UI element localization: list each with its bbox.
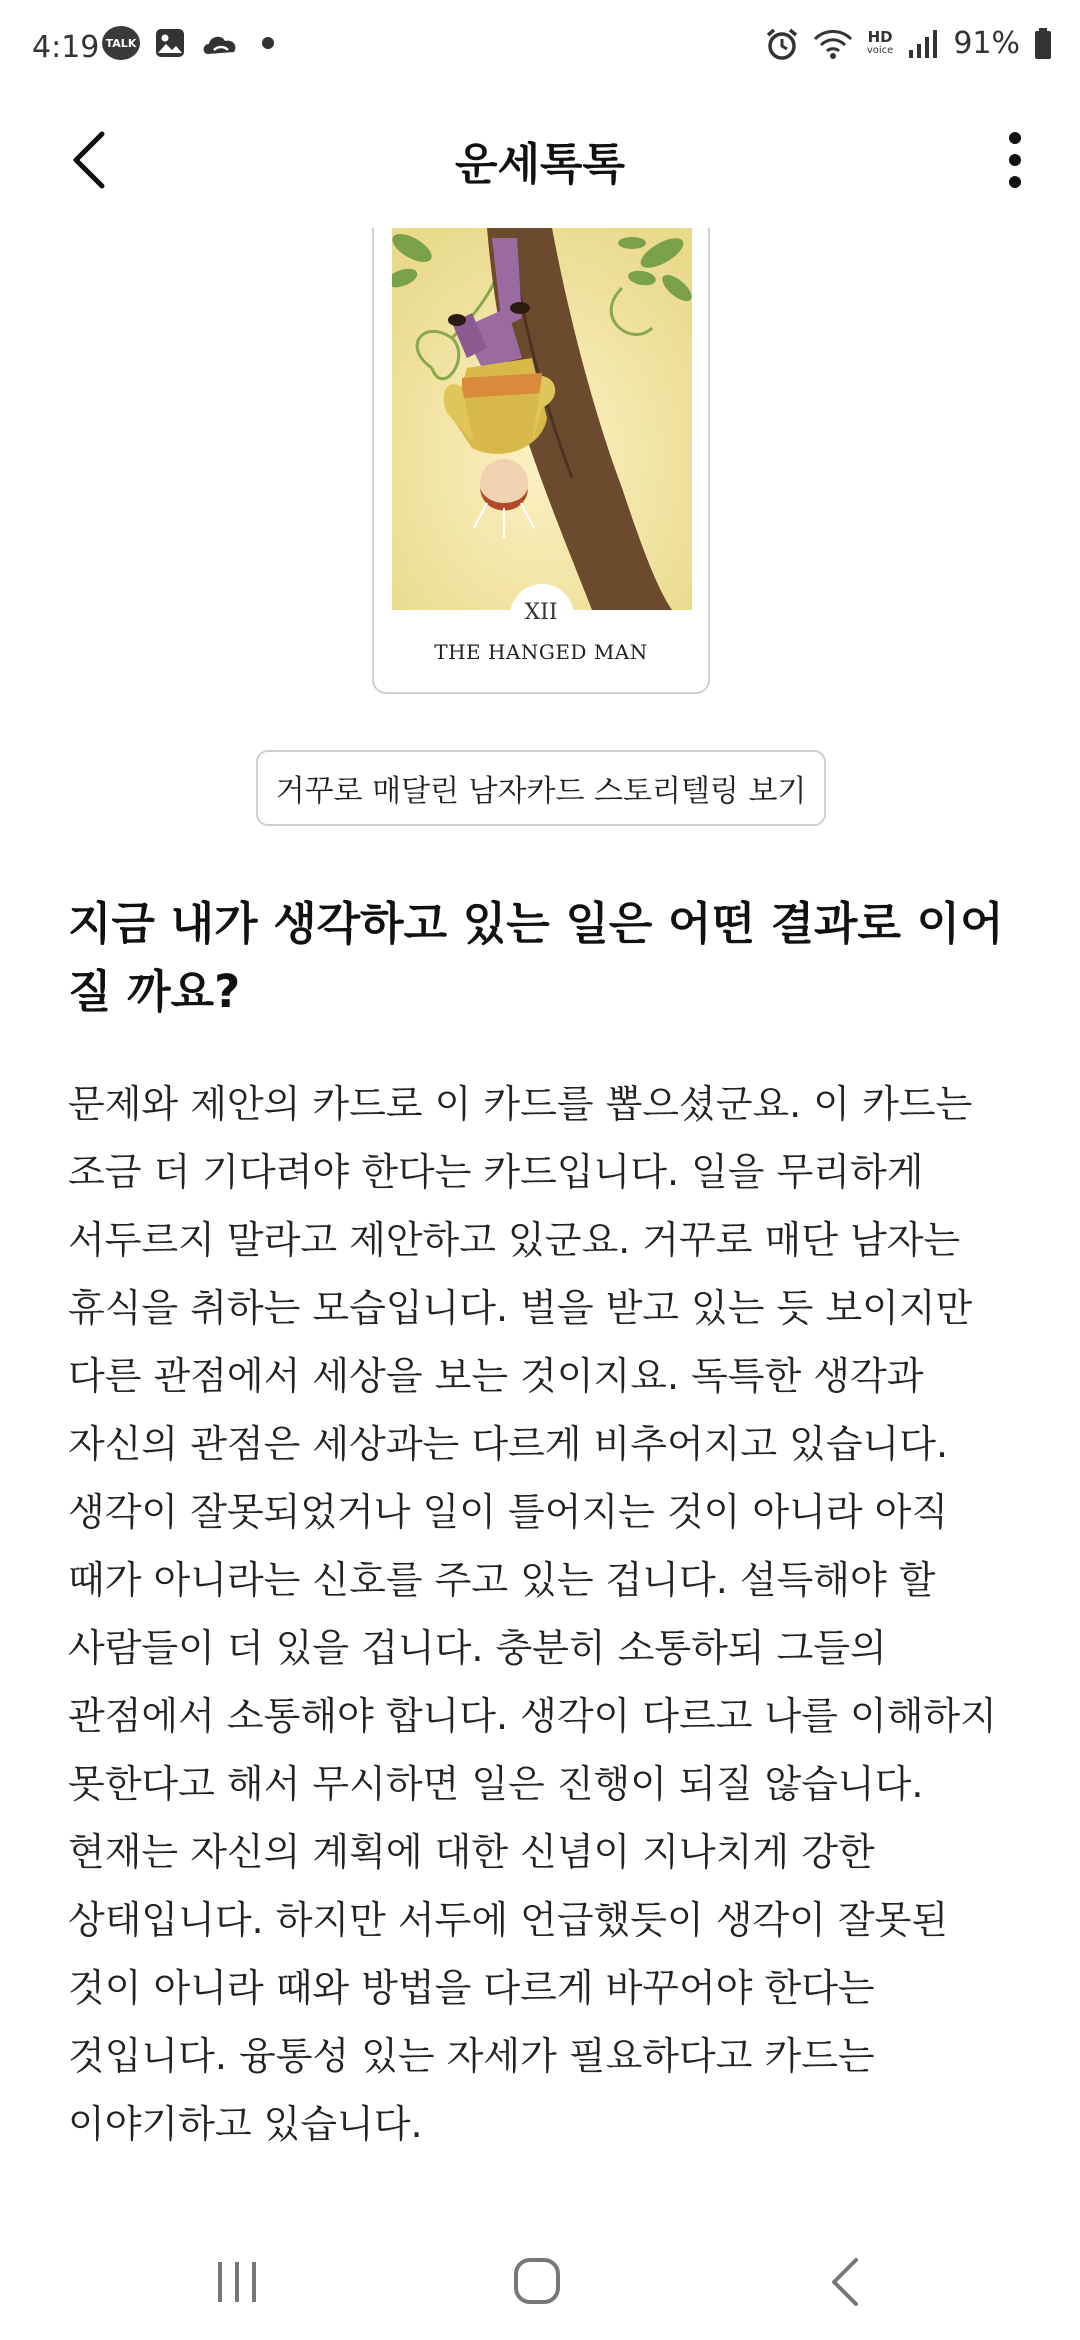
answer-line: 관점에서 소통해야 합니다. 생각이 다르고 나를 이해하지 — [68, 1694, 997, 1738]
answer-line: 다른 관점에서 세상을 보는 것이지요. 독특한 생각과 — [68, 1354, 924, 1398]
answer-line: 문제와 제안의 카드로 이 카드를 뽑으셨군요. 이 카드는 — [68, 1082, 973, 1126]
answer-line: 못한다고 해서 무시하면 일은 진행이 되질 않습니다. — [68, 1762, 924, 1806]
status-time: 4:19 — [32, 30, 100, 65]
hanged-man-illustration — [392, 228, 692, 610]
answer-line: 휴식을 취하는 모습입니다. 벌을 받고 있는 듯 보이지만 — [68, 1286, 973, 1330]
signal-icon — [907, 28, 939, 60]
answer-line: 상태입니다. 하지만 서두에 언급했듯이 생각이 잘못된 — [68, 1898, 949, 1942]
answer-line: 조금 더 기다려야 한다는 카드입니다. 일을 무리하게 — [68, 1150, 924, 1194]
navigation-bar — [0, 2230, 1080, 2340]
story-button[interactable]: 거꾸로 매달린 남자카드 스토리텔링 보기 — [256, 750, 826, 826]
card-name: THE HANGED MAN — [434, 640, 648, 664]
answer-line: 자신의 관점은 세상과는 다르게 비추어지고 있습니다. — [68, 1422, 949, 1466]
status-bar — [0, 0, 1080, 100]
answer-line: 생각이 잘못되었거나 일이 틀어지는 것이 아니라 아직 — [68, 1490, 949, 1534]
cloud-icon — [200, 28, 242, 58]
recents-icon[interactable] — [212, 2260, 262, 2304]
alarm-icon — [765, 27, 799, 61]
home-icon[interactable] — [514, 2258, 560, 2304]
nav-back-icon[interactable] — [826, 2256, 866, 2308]
answer-line: 이야기하고 있습니다. — [68, 2102, 423, 2146]
answer-text — [68, 1070, 1028, 2158]
answer-line: 것이 아니라 때와 방법을 다르게 바꾸어야 한다는 — [68, 1966, 875, 2010]
tarot-card — [372, 228, 710, 694]
app-bar — [0, 100, 1080, 220]
gallery-icon — [154, 27, 186, 59]
system-icons — [765, 26, 1052, 61]
notification-icons — [102, 26, 274, 60]
wifi-icon — [813, 27, 853, 61]
answer-line: 서두르지 말라고 제안하고 있군요. 거꾸로 매단 남자는 — [68, 1218, 961, 1262]
answer-line: 것입니다. 융통성 있는 자세가 필요하다고 카드는 — [68, 2034, 875, 2078]
answer-line: 때가 아니라는 신호를 주고 있는 겁니다. 설득해야 할 — [68, 1558, 936, 1602]
kakaotalk-icon: TALK — [102, 26, 140, 60]
answer-line: 현재는 자신의 계획에 대한 신념이 지나치게 강한 — [68, 1830, 875, 1874]
more-vertical-icon — [1009, 132, 1021, 144]
question-heading: 지금 내가 생각하고 있는 일은 어떤 결과로 이어질 까요? — [68, 897, 1004, 1018]
battery-icon — [1034, 28, 1052, 60]
hd-voice-icon: HD voice — [866, 27, 894, 56]
card-number: XII — [524, 600, 558, 625]
battery-percent: 91% — [953, 26, 1020, 61]
answer-line: 사람들이 더 있을 겁니다. 충분히 소통하되 그들의 — [68, 1626, 887, 1670]
more-options-button[interactable] — [980, 118, 1050, 202]
notification-dot-icon — [262, 37, 274, 49]
page-title: 운세톡톡 — [454, 139, 625, 190]
